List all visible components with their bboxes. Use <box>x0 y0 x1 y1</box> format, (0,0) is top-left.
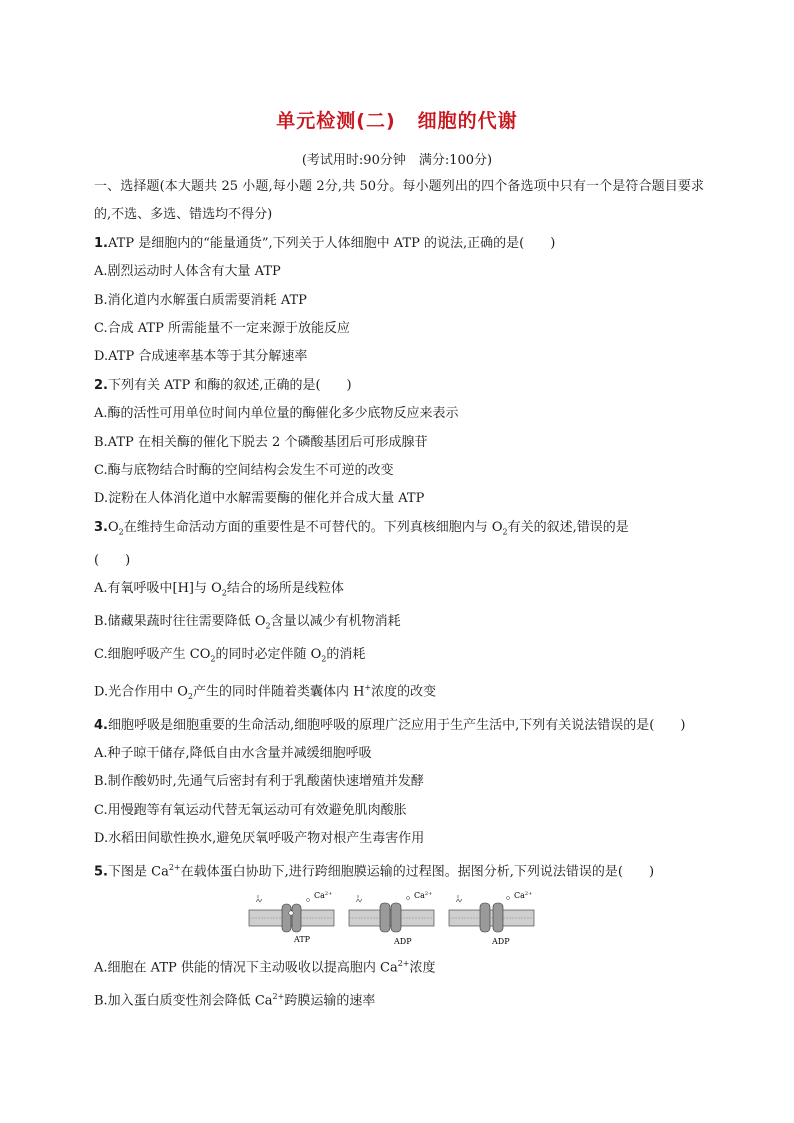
ion-circle <box>407 897 410 900</box>
question-3-option-d[interactable]: D.光合作用中 $O_2$产生的同时伴随着类囊体内 H+浓度的改变 <box>94 683 437 702</box>
question-5-stem: 5.下图是 $Ca^{2+}$在载体蛋白协助下,进行跨细胞膜运输的过程图。据图分析,下列说法错误的是( ) <box>94 862 655 879</box>
calcium-label-3: $Ca^{2+}$ <box>514 891 533 901</box>
glycoprotein-chain <box>256 895 262 902</box>
question-3-stem: $3.O_2$在维持生命活动方面的重要性是不可替代的。下列真核细胞内与 $O_2$有关的叙述,错误的是 <box>94 519 629 537</box>
carrier-protein-left <box>380 903 390 932</box>
adp-label: ADP <box>394 937 412 947</box>
transport-panel-2 <box>349 891 434 946</box>
ion-circle <box>507 897 510 900</box>
calcium-transport-figure <box>244 888 544 948</box>
carrier-protein-right <box>391 903 401 932</box>
question-3-stem-paren: ( ) <box>94 552 131 568</box>
carrier-protein-right <box>493 903 503 932</box>
question-3-option-a[interactable]: A.有氧呼吸中[H]与 $O_2$结合的场所是线粒体 <box>94 581 344 598</box>
question-1-option-d[interactable]: D.ATP 合成速率基本等于其分解速率 <box>94 349 308 365</box>
calcium-label-1: $Ca^{2+}$ <box>314 891 333 901</box>
question-4-stem: 4.细胞呼吸是细胞重要的生命活动,细胞呼吸的原理广泛应用于生产生活中,下列有关说法错误的是( ) <box>94 717 686 733</box>
exam-info: (考试用时:90分钟 满分:100分) <box>301 153 493 168</box>
question-2-option-b[interactable]: B.ATP 在相关酶的催化下脱去 2 个磷酸基团后可形成腺苷 <box>94 434 428 450</box>
question-4-option-c[interactable]: C.用慢跑等有氧运动代替无氧运动可有效避免肌肉酸胀 <box>94 802 407 818</box>
question-1-option-a[interactable]: A.剧烈运动时人体含有大量 ATP <box>94 264 281 280</box>
question-4-option-d[interactable]: D.水稻田间歇性换水,避免厌氧呼吸产物对根产生毒害作用 <box>94 831 425 847</box>
question-2-option-c[interactable]: C.酶与底物结合时酶的空间结构会发生不可逆的改变 <box>94 463 394 479</box>
glycoprotein-chain <box>356 895 362 902</box>
question-5-option-a[interactable]: A.细胞在 ATP 供能的情况下主动吸收以提高胞内 $Ca^{2+}$浓度 <box>94 959 436 976</box>
question-1-stem: 1.ATP 是细胞内的“能量通货”,下列关于人体细胞中 ATP 的说法,正确的是( ) <box>94 235 556 251</box>
question-list <box>94 173 704 1016</box>
question-2-option-a[interactable]: A.酶的活性可用单位时间内单位量的酶催化多少底物反应来表示 <box>94 406 459 422</box>
carrier-protein-right <box>292 904 301 932</box>
question-4-option-a[interactable]: A.种子晾干储存,降低自由水含量并减缓细胞呼吸 <box>94 746 372 762</box>
glycoprotein-chain <box>456 895 462 902</box>
calcium-ion-dot <box>289 911 293 915</box>
question-2-stem: 2.下列有关 ATP 和酶的叙述,正确的是( ) <box>94 377 352 393</box>
section-heading: 一、选择题(本大题共 25 小题,每小题 2分,共 50分。每小题列出的四个备选项中只有一个是符合题目要求的,不选、多选、错选均不得分) <box>94 179 704 223</box>
page-title: 单元检测(二) 细胞的代谢 <box>276 110 518 132</box>
atp-label: ATP <box>294 935 311 945</box>
question-2-option-d[interactable]: D.淀粉在人体消化道中水解需要酶的催化并合成大量 ATP <box>94 491 425 507</box>
transport-panel-1 <box>249 891 334 944</box>
question-4-option-b[interactable]: B.制作酸奶时,先通气后密封有利于乳酸菌快速增殖并发酵 <box>94 774 424 790</box>
carrier-protein-left <box>282 904 291 932</box>
question-3-option-b[interactable]: B.储藏果蔬时往往需要降低 $O_2$含量以减少有机物消耗 <box>94 614 401 631</box>
question-1-option-b[interactable]: B.消化道内水解蛋白质需要消耗 ATP <box>94 292 307 308</box>
question-5-option-b[interactable]: B.加入蛋白质变性剂会降低 $Ca^{2+}$跨膜运输的速率 <box>94 992 376 1009</box>
carrier-protein-left <box>480 903 490 932</box>
question-1-option-c[interactable]: C.合成 ATP 所需能量不一定来源于放能反应 <box>94 321 350 337</box>
ion-circle <box>307 899 310 902</box>
calcium-label-2: $Ca^{2+}$ <box>414 891 433 901</box>
transport-panel-3 <box>449 891 534 946</box>
question-3-option-c[interactable]: C.细胞呼吸产生 $CO_2$的同时必定伴随 $O_2$的消耗 <box>94 647 366 664</box>
adp-label: ADP <box>492 937 510 947</box>
